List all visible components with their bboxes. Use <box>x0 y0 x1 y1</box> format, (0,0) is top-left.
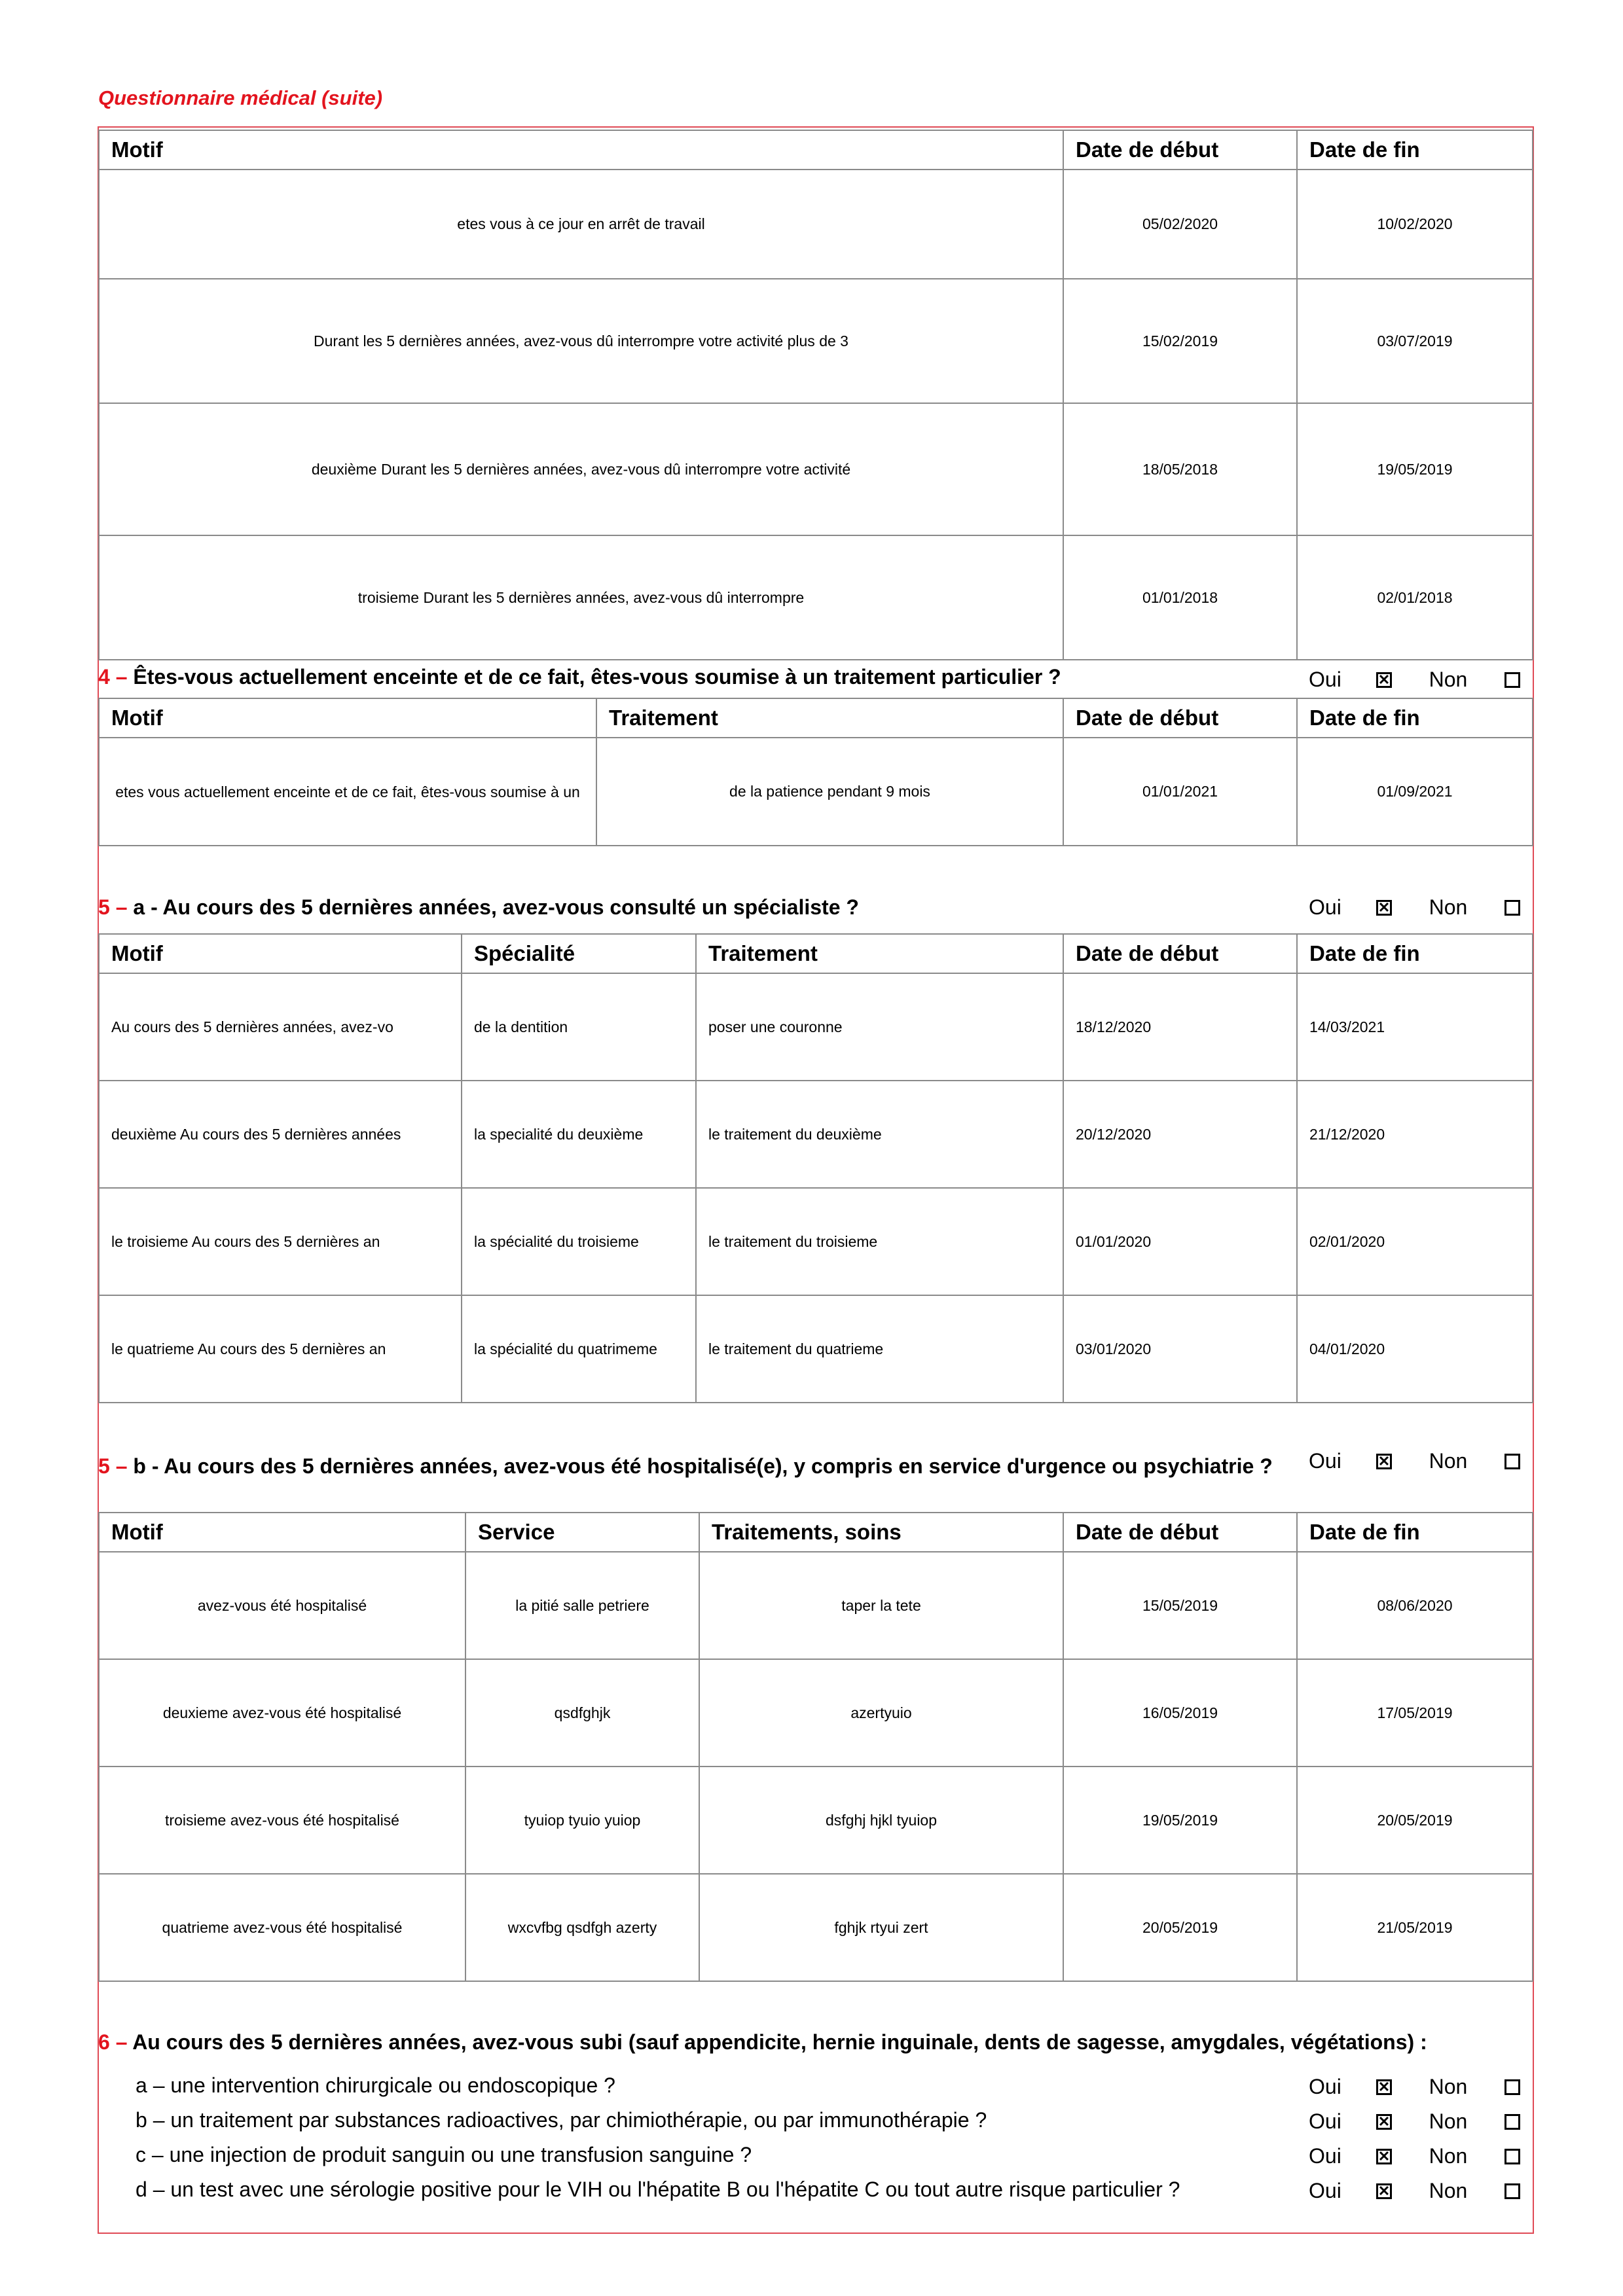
cell-motif: deuxième Au cours des 5 dernières années <box>99 1081 462 1188</box>
cell-motif: troisieme Durant les 5 dernières années, avez-vous dû interrompre <box>99 535 1063 660</box>
table-row <box>99 1081 1533 1188</box>
non-label: Non <box>1429 2075 1468 2099</box>
cell-date-debut: 01/01/2018 <box>1063 535 1297 660</box>
oui-label: Oui <box>1309 2144 1341 2168</box>
cell-motif: le troisieme Au cours des 5 dernières an <box>99 1188 462 1295</box>
cell-traitement: de la patience pendant 9 mois <box>596 738 1063 846</box>
oui-label: Oui <box>1309 668 1341 692</box>
col-date-debut: Date de début <box>1063 934 1297 973</box>
oui-checkbox[interactable]: ✕ <box>1376 2079 1392 2095</box>
cell-date-fin: 21/12/2020 <box>1297 1081 1533 1188</box>
non-checkbox[interactable] <box>1504 2114 1520 2130</box>
cell-traitements: taper la tete <box>699 1552 1063 1659</box>
non-label: Non <box>1429 895 1468 920</box>
q6b-yes-no <box>1309 2108 1520 2134</box>
item-letter: c – <box>136 2143 164 2166</box>
cell-date-fin: 03/07/2019 <box>1297 279 1533 403</box>
non-checkbox[interactable] <box>1504 672 1520 688</box>
col-date-fin: Date de fin <box>1297 698 1533 738</box>
cell-date-debut: 18/12/2020 <box>1063 973 1297 1081</box>
table-q5a <box>98 933 1533 1403</box>
cell-motif: deuxième Durant les 5 dernières années, avez-vous dû interrompre votre activité <box>99 403 1063 535</box>
oui-checkbox[interactable]: ✕ <box>1376 1454 1392 1469</box>
item-letter: a – <box>136 2073 165 2097</box>
cell-date-fin: 17/05/2019 <box>1297 1659 1533 1767</box>
table-row <box>99 1767 1533 1874</box>
table-row <box>99 1874 1533 1981</box>
cell-service: qsdfghjk <box>465 1659 699 1767</box>
col-date-fin: Date de fin <box>1297 130 1533 170</box>
q6-item-c <box>136 2143 752 2167</box>
cell-date-debut: 15/05/2019 <box>1063 1552 1297 1659</box>
question-text: Au cours des 5 dernières années, avez-vous subi (sauf appendicite, hernie inguinale, dents de sagesse, amygdales, végétations) : <box>132 2030 1427 2054</box>
cell-date-debut: 18/05/2018 <box>1063 403 1297 535</box>
cell-traitements: fghjk rtyui zert <box>699 1874 1063 1981</box>
item-text: un test avec une sérologie positive pour le VIH ou l'hépatite B ou l'hépatite C ou tout autre risque particulier ? <box>170 2178 1180 2201</box>
non-label: Non <box>1429 1449 1468 1473</box>
cell-date-debut: 15/02/2019 <box>1063 279 1297 403</box>
cell-specialite: la specialité du deuxième <box>462 1081 696 1188</box>
question-number: 4 – <box>98 665 128 689</box>
cell-date-fin: 10/02/2020 <box>1297 170 1533 279</box>
cell-service: tyuiop tyuio yuiop <box>465 1767 699 1874</box>
cell-specialite: la spécialité du quatrimeme <box>462 1295 696 1403</box>
oui-label: Oui <box>1309 2109 1341 2134</box>
cell-traitement: le traitement du troisieme <box>696 1188 1063 1295</box>
cell-specialite: de la dentition <box>462 973 696 1081</box>
q6-item-b <box>136 2108 987 2132</box>
table-row <box>99 170 1533 279</box>
table-row <box>99 738 1533 846</box>
cell-motif: etes vous à ce jour en arrêt de travail <box>99 170 1063 279</box>
cell-motif: quatrieme avez-vous été hospitalisé <box>99 1874 465 1981</box>
col-date-debut: Date de début <box>1063 1513 1297 1552</box>
cell-date-fin: 20/05/2019 <box>1297 1767 1533 1874</box>
item-letter: b – <box>136 2108 165 2132</box>
question-text: b - Au cours des 5 dernières années, avez-vous été hospitalisé(e), y compris en service d'urgence ou psychiatrie ? <box>133 1454 1273 1478</box>
q6-item-d <box>136 2178 1180 2202</box>
table-row <box>99 973 1533 1081</box>
cell-service: wxcvfbg qsdfgh azerty <box>465 1874 699 1981</box>
cell-date-debut: 20/05/2019 <box>1063 1874 1297 1981</box>
table-row <box>99 1552 1533 1659</box>
cell-date-debut: 01/01/2020 <box>1063 1188 1297 1295</box>
question-number: 6 – <box>98 2030 128 2054</box>
question-4 <box>98 664 1277 690</box>
q5b-yes-no <box>1309 1448 1520 1473</box>
non-label: Non <box>1429 2144 1468 2168</box>
cell-date-fin: 02/01/2020 <box>1297 1188 1533 1295</box>
col-motif: Motif <box>99 130 1063 170</box>
table-row <box>99 279 1533 403</box>
cell-date-debut: 20/12/2020 <box>1063 1081 1297 1188</box>
cell-motif: etes vous actuellement enceinte et de ce fait, êtes-vous soumise à un <box>99 738 596 846</box>
col-date-debut: Date de début <box>1063 130 1297 170</box>
non-checkbox[interactable] <box>1504 2149 1520 2164</box>
col-specialite: Spécialité <box>462 934 696 973</box>
oui-label: Oui <box>1309 2075 1341 2099</box>
cell-date-debut: 19/05/2019 <box>1063 1767 1297 1874</box>
table-q5b <box>98 1512 1533 1982</box>
col-service: Service <box>465 1513 699 1552</box>
cell-date-fin: 19/05/2019 <box>1297 403 1533 535</box>
col-traitements-soins: Traitements, soins <box>699 1513 1063 1552</box>
question-6 <box>98 2029 1532 2055</box>
non-checkbox[interactable] <box>1504 1454 1520 1469</box>
oui-label: Oui <box>1309 1449 1341 1473</box>
table-row <box>99 1295 1533 1403</box>
cell-traitement: le traitement du deuxième <box>696 1081 1063 1188</box>
cell-traitements: dsfghj hjkl tyuiop <box>699 1767 1063 1874</box>
cell-traitement: le traitement du quatrieme <box>696 1295 1063 1403</box>
cell-service: la pitié salle petriere <box>465 1552 699 1659</box>
non-checkbox[interactable] <box>1504 900 1520 916</box>
col-motif: Motif <box>99 1513 465 1552</box>
col-date-fin: Date de fin <box>1297 1513 1533 1552</box>
cell-date-fin: 08/06/2020 <box>1297 1552 1533 1659</box>
table-row <box>99 535 1533 660</box>
cell-date-debut: 01/01/2021 <box>1063 738 1297 846</box>
oui-label: Oui <box>1309 2179 1341 2203</box>
cell-date-debut: 05/02/2020 <box>1063 170 1297 279</box>
question-text: Êtes-vous actuellement enceinte et de ce fait, êtes-vous soumise à un traitement particulier ? <box>133 665 1061 689</box>
oui-checkbox[interactable]: ✕ <box>1376 672 1392 688</box>
item-letter: d – <box>136 2178 165 2201</box>
cell-date-fin: 14/03/2021 <box>1297 973 1533 1081</box>
col-date-fin: Date de fin <box>1297 934 1533 973</box>
cell-motif: Au cours des 5 dernières années, avez-vo <box>99 973 462 1081</box>
q6a-yes-no <box>1309 2073 1520 2099</box>
q6-item-a <box>136 2073 615 2098</box>
question-text: a - Au cours des 5 dernières années, avez-vous consulté un spécialiste ? <box>133 895 859 919</box>
cell-date-fin: 21/05/2019 <box>1297 1874 1533 1981</box>
cell-date-fin: 01/09/2021 <box>1297 738 1533 846</box>
page-title: Questionnaire médical (suite) <box>98 86 383 109</box>
non-label: Non <box>1429 2179 1468 2203</box>
item-text: un traitement par substances radioactives, par chimiothérapie, ou par immunothérapie ? <box>170 2108 987 2132</box>
cell-traitement: poser une couronne <box>696 973 1063 1081</box>
non-label: Non <box>1429 2109 1468 2134</box>
cell-specialite: la spécialité du troisieme <box>462 1188 696 1295</box>
cell-motif: le quatrieme Au cours des 5 dernières an <box>99 1295 462 1403</box>
table-q4 <box>98 698 1533 846</box>
item-text: une intervention chirurgicale ou endoscopique ? <box>170 2073 615 2097</box>
col-traitement: Traitement <box>596 698 1063 738</box>
cell-date-fin: 04/01/2020 <box>1297 1295 1533 1403</box>
cell-date-fin: 02/01/2018 <box>1297 535 1533 660</box>
question-number: 5 – <box>98 1454 128 1478</box>
question-5a <box>98 894 1277 920</box>
col-traitement: Traitement <box>696 934 1063 973</box>
cell-motif: troisieme avez-vous été hospitalisé <box>99 1767 465 1874</box>
oui-label: Oui <box>1309 895 1341 920</box>
col-motif: Motif <box>99 698 596 738</box>
non-label: Non <box>1429 668 1468 692</box>
col-motif: Motif <box>99 934 462 973</box>
table-row <box>99 403 1533 535</box>
q6c-yes-no <box>1309 2143 1520 2168</box>
oui-checkbox[interactable]: ✕ <box>1376 2149 1392 2164</box>
q6d-yes-no <box>1309 2178 1520 2203</box>
question-5b <box>98 1453 1277 1479</box>
q4-yes-no <box>1309 666 1520 692</box>
oui-checkbox[interactable]: ✕ <box>1376 900 1392 916</box>
oui-checkbox[interactable]: ✕ <box>1376 2183 1392 2199</box>
q5a-yes-no <box>1309 894 1520 920</box>
cell-motif: avez-vous été hospitalisé <box>99 1552 465 1659</box>
table-arret-travail <box>98 130 1533 660</box>
col-date-debut: Date de début <box>1063 698 1297 738</box>
cell-traitements: azertyuio <box>699 1659 1063 1767</box>
table-row <box>99 1188 1533 1295</box>
non-checkbox[interactable] <box>1504 2183 1520 2199</box>
cell-motif: Durant les 5 dernières années, avez-vous dû interrompre votre activité plus de 3 <box>99 279 1063 403</box>
non-checkbox[interactable] <box>1504 2079 1520 2095</box>
table-row <box>99 1659 1533 1767</box>
question-number: 5 – <box>98 895 128 919</box>
cell-motif: deuxieme avez-vous été hospitalisé <box>99 1659 465 1767</box>
cell-date-debut: 16/05/2019 <box>1063 1659 1297 1767</box>
item-text: une injection de produit sanguin ou une transfusion sanguine ? <box>169 2143 752 2166</box>
oui-checkbox[interactable]: ✕ <box>1376 2114 1392 2130</box>
cell-date-debut: 03/01/2020 <box>1063 1295 1297 1403</box>
